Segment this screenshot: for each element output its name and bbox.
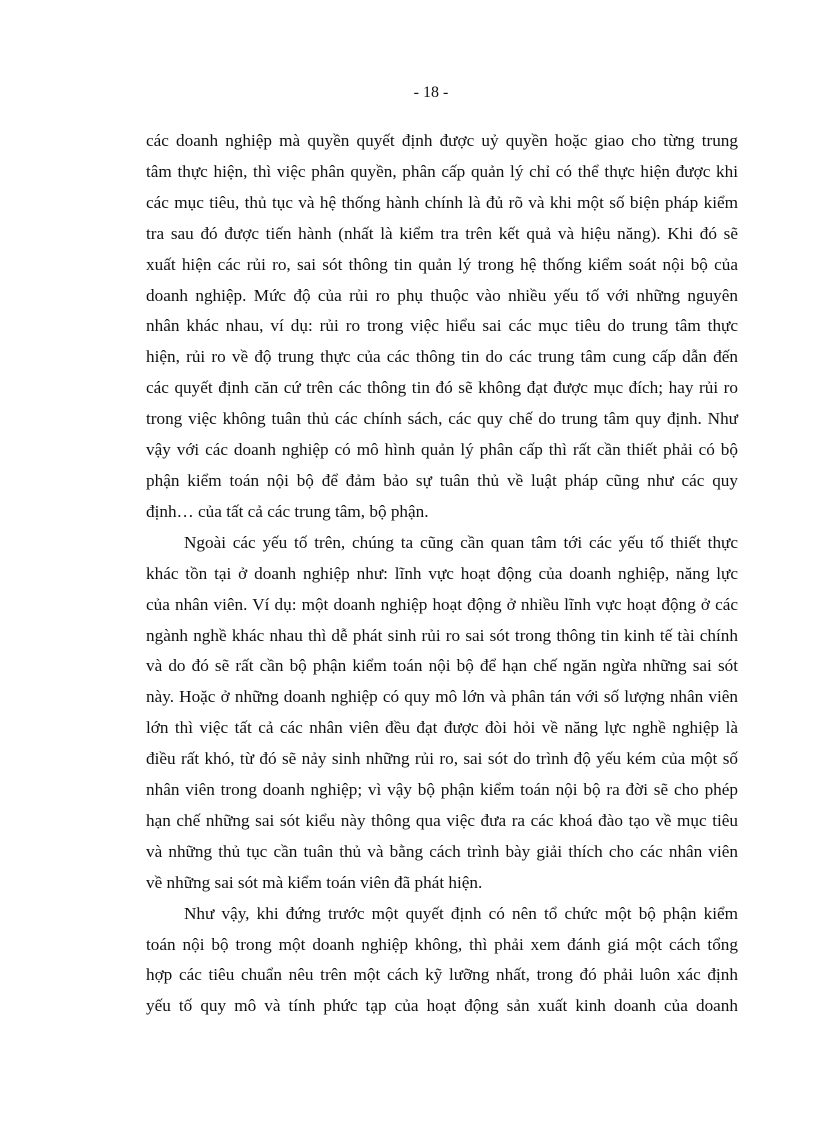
text-line: nhân viên trong doanh nghiệp; vì vậy bộ phận kiểm toán nội bộ ra đời sẽ cho phép [146,780,738,800]
text-line: trong việc không tuân thủ các chính sách, các quy chế do trung tâm quy định. Như [146,409,738,429]
text-line: về những sai sót mà kiểm toán viên đã phát hiện. [146,872,483,892]
paragraph-3 [146,899,738,1023]
text-line: điều rất khó, từ đó sẽ nảy sinh những rủi ro, sai sót do trình độ yếu kém của một số [146,749,738,769]
text-line: hạn chế những sai sót kiểu này thông qua việc đưa ra các khoá đào tạo về mục tiêu [146,810,738,830]
text-line: các doanh nghiệp mà quyền quyết định được uỷ quyền hoặc giao cho từng trung [146,131,738,150]
text-line: vậy với các doanh nghiệp có mô hình quản lý phân cấp thì rất cần thiết phải có bộ [146,440,738,460]
text-line: hiện, rủi ro về độ trung thực của các thông tin do các trung tâm cung cấp dẫn đến [146,347,738,367]
text-line: Như vậy, khi đứng trước một quyết định có nên tổ chức một bộ phận kiểm [184,903,738,923]
text-line: khác tồn tại ở doanh nghiệp như: lĩnh vực hoạt động của doanh nghiệp, năng lực [146,563,738,583]
text-line: nhân khác nhau, ví dụ: rủi ro trong việc hiểu sai các mục tiêu do trung tâm thực [146,316,738,336]
text-line: và do đó sẽ rất cần bộ phận kiểm toán nội bộ để hạn chế ngăn ngừa những sai sót [146,656,738,676]
text-line: các mục tiêu, thủ tục và hệ thống hành chính là đủ rõ và khi một số biện pháp kiểm [146,192,738,212]
text-line: hợp các tiêu chuẩn nêu trên một cách kỹ lưỡng nhất, trong đó phải luôn xác định [146,965,738,985]
text-line: của nhân viên. Ví dụ: một doanh nghiệp hoạt động ở nhiều lĩnh vực hoạt động ở các [146,594,738,614]
text-line: các quyết định căn cứ trên các thông tin đó sẽ không đạt được mục đích; hay rủi ro [146,378,738,398]
paragraph-2 [146,528,738,899]
text-line: Ngoài các yếu tố trên, chúng ta cũng cần quan tâm tới các yếu tố thiết thực [184,532,738,552]
text-line: lớn thì việc tất cả các nhân viên đều đạt được đòi hỏi về năng lực nghề nghiệp là [146,718,738,738]
text-line: yếu tố quy mô và tính phức tạp của hoạt động sản xuất kinh doanh của doanh [146,996,738,1016]
paragraph-1 [146,126,738,528]
text-line: định… của tất cả các trung tâm, bộ phận. [146,501,429,521]
text-line: toán nội bộ trong một doanh nghiệp không, thì phải xem đánh giá một cách tổng [146,934,738,954]
page-number: - 18 - [413,84,449,101]
text-line: xuất hiện các rủi ro, sai sót thông tin quản lý trong hệ thống kiểm soát nội bộ của [146,254,738,274]
text-line: tâm thực hiện, thì việc phân quyền, phân cấp quản lý chỉ có thể thực hiện được khi [146,161,738,181]
text-line: phận kiểm toán nội bộ để đảm bảo sự tuân thủ về luật pháp cũng như các quy [146,470,738,490]
text-line: này. Hoặc ở những doanh nghiệp có quy mô lớn và phân tán với số lượng nhân viên [146,687,738,707]
text-line: doanh nghiệp. Mức độ của rủi ro phụ thuộc vào nhiều yếu tố với những nguyên [146,285,738,305]
text-line: ngành nghề khác nhau thì dễ phát sinh rủi ro sai sót trong thông tin kinh tế tài chính [146,625,738,645]
text-line: và những thủ tục cần tuân thủ và bằng cách trình bày giải thích cho các nhân viên [146,841,738,861]
text-line: tra sau đó được tiến hành (nhất là kiểm tra trên kết quả và hiệu năng). Khi đó sẽ [146,223,738,243]
document-body [146,126,738,1022]
